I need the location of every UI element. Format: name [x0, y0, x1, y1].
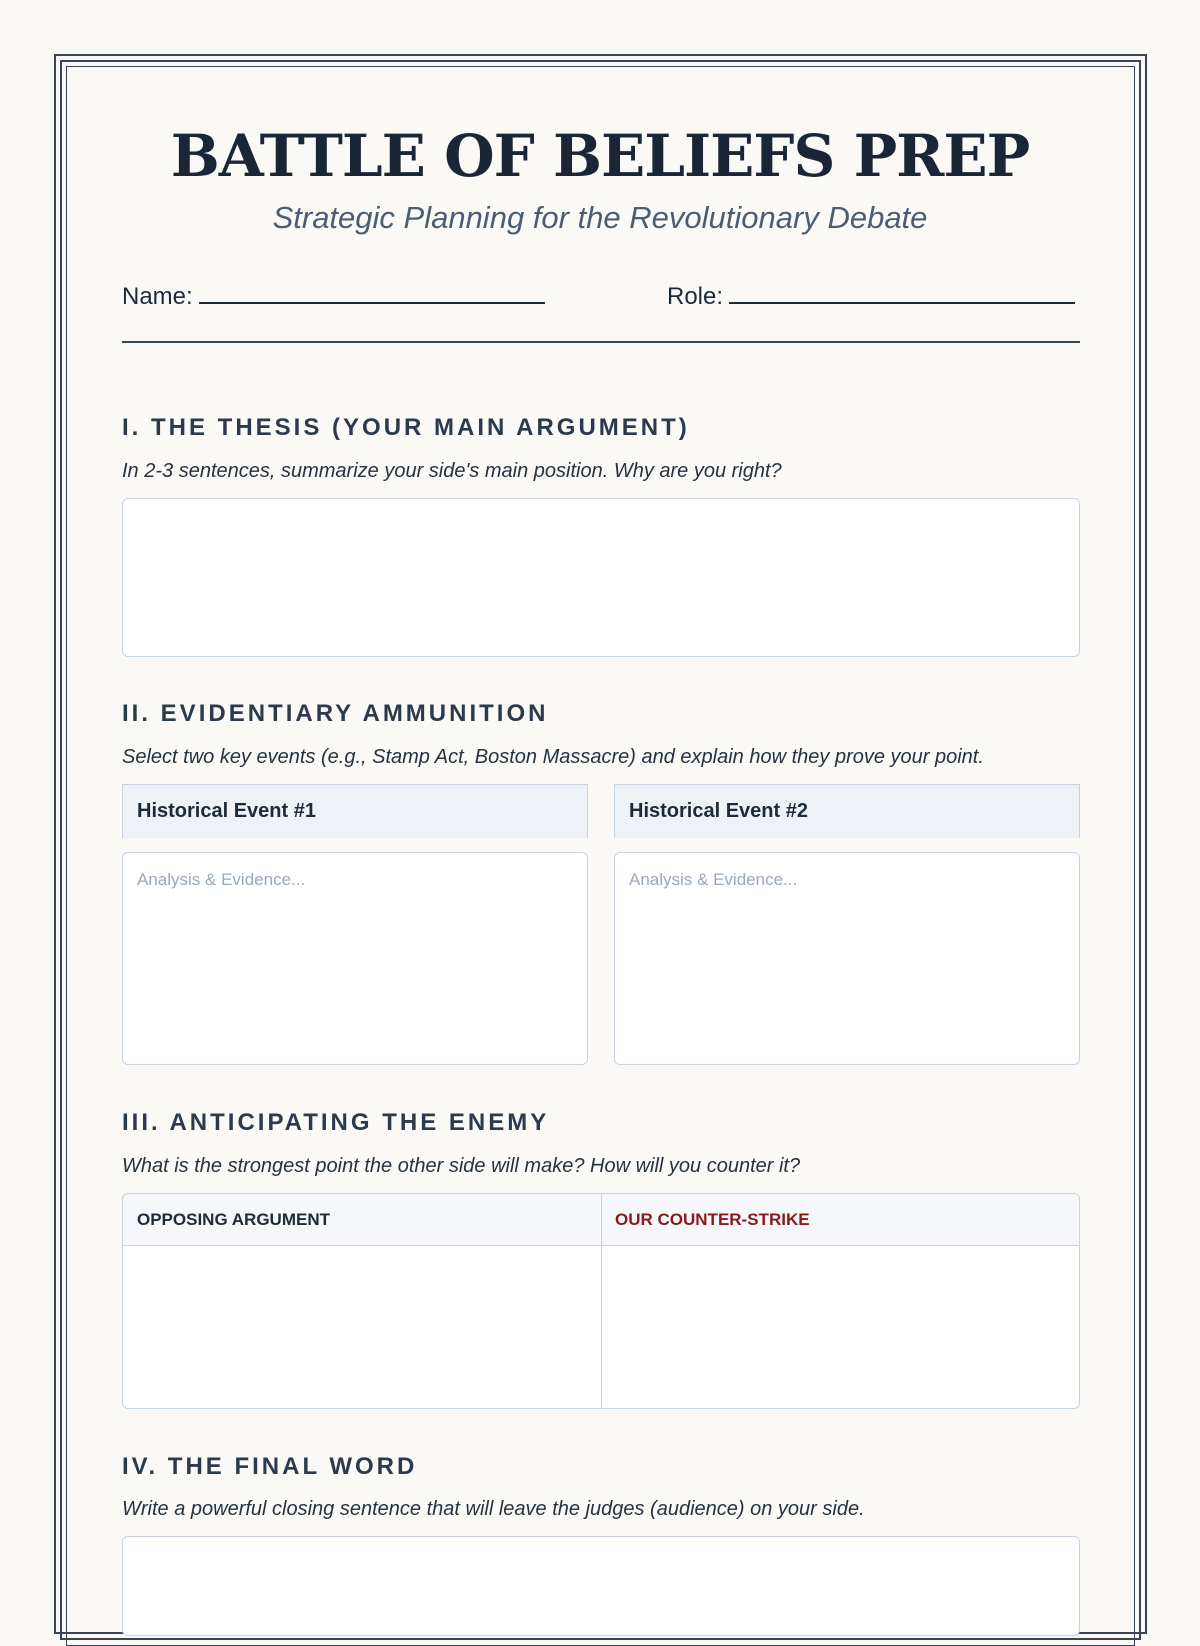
evidence-heading: II. EVIDENTIARY AMMUNITION	[122, 700, 549, 727]
page-subtitle: Strategic Planning for the Revolutionary Debate	[272, 200, 928, 235]
event1-header[interactable]	[122, 784, 588, 838]
role-blank-line[interactable]	[729, 282, 1075, 304]
final-answer-box[interactable]	[122, 1536, 1080, 1636]
counter-argument-table	[122, 1193, 1080, 1409]
evidence-prompt: Select two key events (e.g., Stamp Act, Boston Massacre) and explain how they prove your point.	[122, 746, 984, 768]
thesis-prompt: In 2-3 sentences, summarize your side's main position. Why are you right?	[122, 460, 782, 482]
final-prompt: Write a powerful closing sentence that will leave the judges (audience) on your side.	[122, 1498, 865, 1520]
name-label: Name:	[122, 283, 193, 310]
thesis-heading: I. THE THESIS (YOUR MAIN ARGUMENT)	[122, 414, 690, 441]
final-heading: IV. THE FINAL WORD	[122, 1453, 418, 1480]
event2-header[interactable]	[614, 784, 1080, 838]
opposing-argument-header: OPPOSING ARGUMENT	[123, 1194, 601, 1246]
name-blank-line[interactable]	[199, 282, 545, 304]
role-label: Role:	[667, 283, 724, 310]
page-title: BATTLE OF BELIEFS PREP	[170, 122, 1030, 190]
counter-strike-cell[interactable]	[601, 1246, 1080, 1409]
event2-analysis-box[interactable]	[614, 852, 1080, 1065]
event1-label: Historical Event #1	[137, 800, 316, 822]
header-divider	[122, 341, 1080, 343]
role-field[interactable]	[667, 282, 1075, 311]
event1-analysis-box[interactable]	[122, 852, 588, 1065]
counter-strike-header: OUR COUNTER-STRIKE	[601, 1194, 1080, 1246]
enemy-prompt: What is the strongest point the other side will make? How will you counter it?	[122, 1155, 801, 1177]
thesis-answer-box[interactable]	[122, 498, 1080, 657]
enemy-heading: III. ANTICIPATING THE ENEMY	[122, 1109, 550, 1136]
event2-placeholder: Analysis & Evidence...	[629, 870, 798, 889]
event1-placeholder: Analysis & Evidence...	[137, 870, 306, 889]
name-field[interactable]	[122, 282, 545, 311]
opposing-argument-cell[interactable]	[123, 1246, 601, 1409]
event2-label: Historical Event #2	[629, 800, 808, 822]
